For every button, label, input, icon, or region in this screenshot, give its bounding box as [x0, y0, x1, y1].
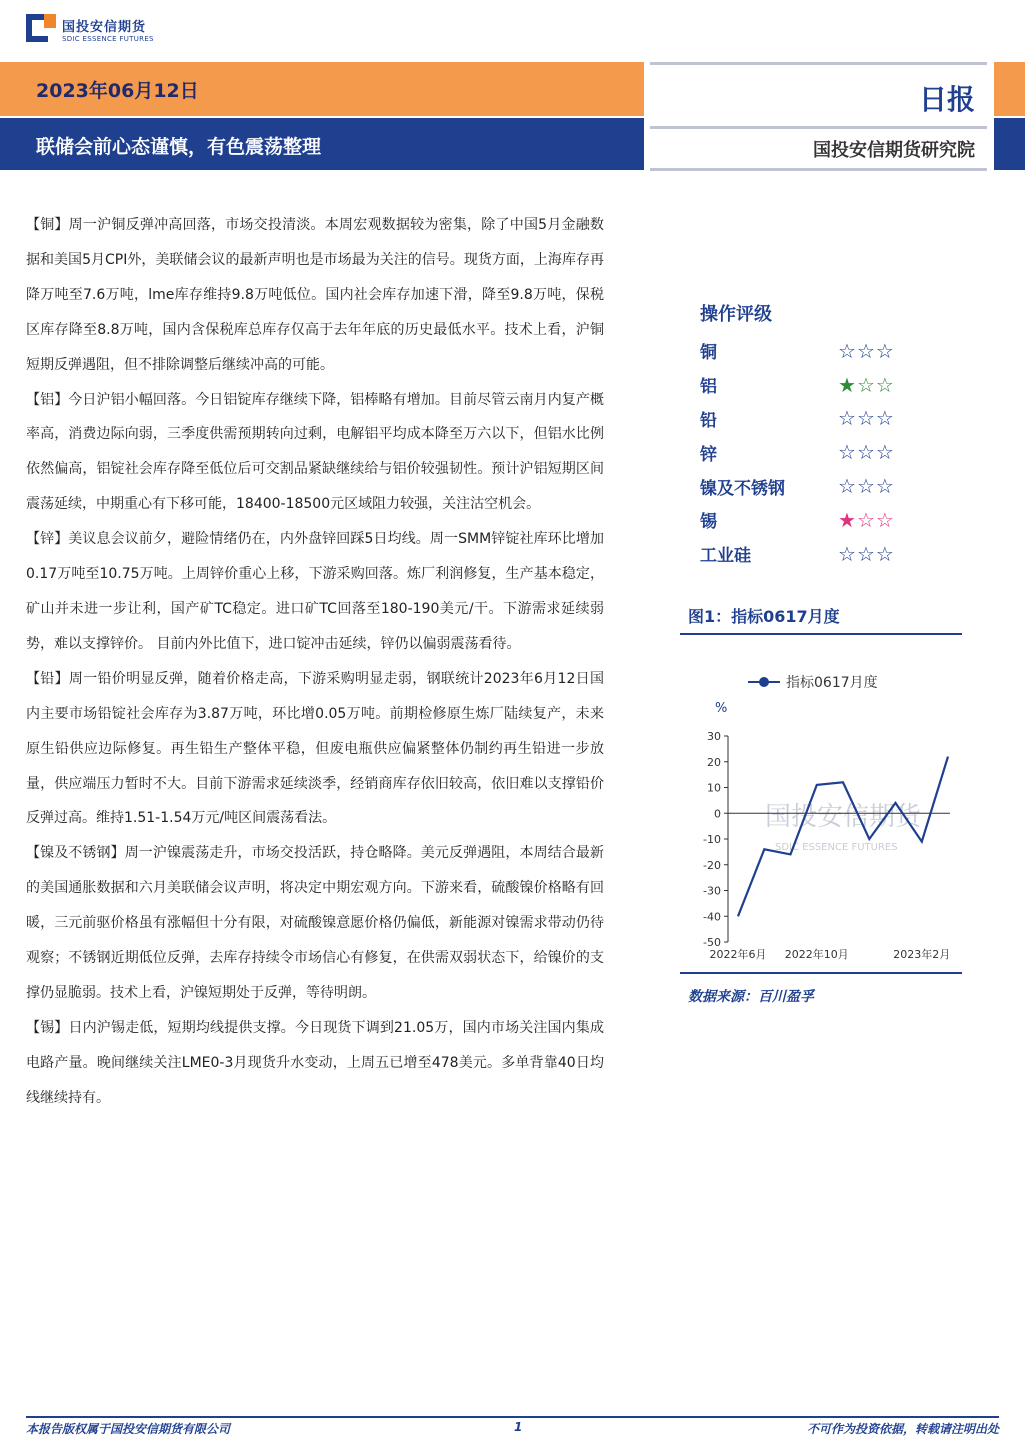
figure-title: 图1：指标0617月度 [688, 607, 840, 626]
star-empty-icon: ☆ [838, 338, 857, 363]
paragraph-lead: 【铅】周一铅价明显反弹，随着价格走高，下游采购明显走弱，钢联统计2023年6月12日国内主要市场铅锭社会库存为3.87万吨，环比增0.05万吨。前期检修原生炼厂陆续复产，未来原生铅供应边际修复。再生铅生产整体平稳，但废电瓶供应偏紧整体仍制约再生铅进一步放量，供应端压力暂时不大。目前下游需求延续淡季，经销商库存依旧较高，依旧难以支撑铅价反弹过高。维持1.51-1.54万元/吨区间震荡看法。 [26, 670, 604, 827]
report-date: 2023年06月12日 [36, 80, 199, 102]
star-rating [838, 541, 895, 566]
y-tick-label: 20 [707, 755, 721, 769]
chart-watermark-en: SDIC ESSENCE FUTURES [775, 842, 898, 853]
institute-name: 国投安信期货研究院 [813, 140, 975, 161]
star-empty-icon: ☆ [875, 474, 895, 499]
paragraph-copper: 【铜】周一沪铜反弹冲高回落，市场交投清淡。本周宏观数据较为密集，除了中国5月金融数据和美国5月CPI外，美联储会议的最新声明也是市场最为关注的信号。现货方面，上海库存再降万吨至7.6万吨，lme库存维持9.8万吨低位。国内社会库存加速下滑，降至9.8万吨，保税区库存降至8.8万吨，国内含保税库总库存仅高于去年年底的历史最低水平。技术上看，沪铜短期反弹遇阻，但不排除调整后继续冲高的可能。 [26, 217, 604, 373]
rating-title: 操作评级 [700, 304, 772, 325]
star-empty-icon: ☆ [838, 474, 857, 499]
paragraph-nickel: 【镍及不锈钢】周一沪镍震荡走升，市场交投活跃，持仓略降。美元反弹遇阻，本周结合最新的美国通胀数据和六月美联储会议声明，将决定中期宏观方向。下游来看，硫酸镍价格略有回暖，三元前驱价格虽有涨幅但十分有限，对硫酸镍意愿价格仍偏低，新能源对镍需求带动仍待观察；不锈钢近期低位反弹，去库存持续令市场信心有修复，在供需双弱状态下，给镍价的支撑仍显脆弱。技术上看，沪镍短期处于反弹，等待明朗。 [26, 845, 604, 1001]
rating-row [700, 503, 930, 537]
x-tick-label: 2023年2月 [893, 948, 951, 961]
rating-metal-name: 铅 [700, 410, 717, 431]
y-tick-label: -50 [703, 936, 721, 949]
report-title: 联储会前心态谨慎，有色震荡整理 [36, 136, 322, 158]
rating-metal-name: 锡 [700, 512, 717, 533]
footer-disclaimer: 不可作为投资依据，转载请注明出处 [806, 1422, 999, 1436]
star-empty-icon: ☆ [838, 541, 857, 566]
star-empty-icon: ☆ [856, 440, 876, 465]
y-tick-label: -40 [703, 910, 721, 924]
figure-bottom-rule [680, 972, 962, 974]
star-empty-icon: ☆ [856, 474, 876, 499]
rating-metal-name: 铝 [700, 377, 717, 398]
star-empty-icon: ☆ [875, 372, 895, 397]
star-empty-icon: ☆ [856, 541, 876, 566]
rating-metal-name: 铜 [700, 343, 717, 364]
legend-label: 指标0617月度 [786, 675, 878, 691]
y-tick-label: -20 [703, 858, 721, 872]
star-rating [838, 440, 895, 465]
star-empty-icon: ☆ [875, 406, 895, 431]
rating-row [700, 368, 930, 402]
divider [650, 126, 987, 129]
rating-row [700, 435, 930, 469]
y-tick-label: 30 [707, 730, 721, 743]
logo-icon [26, 14, 56, 44]
rating-row [700, 469, 930, 503]
star-empty-icon: ☆ [856, 507, 876, 532]
right-orange-block [994, 62, 1025, 116]
paragraph-aluminum: 【铝】今日沪铝小幅回落。今日铝锭库存继续下降，铝棒略有增加。目前尽管云南月内复产概率高，消费边际向弱，三季度供需预期转向过剩，电解铝平均成本降至万六以下，但铝水比例依然偏高，铝锭社会库存降至低位后可交割品紧缺继续给与铝价较强韧性。预计沪铝短期区间震荡延续，中期重心有下移可能，18400-18500元区域阻力较强，关注沽空机会。 [26, 391, 604, 513]
y-tick-label: 10 [707, 781, 721, 795]
star-filled-icon: ★ [838, 507, 857, 532]
right-blue-block [994, 118, 1025, 170]
data-source: 数据来源：百川盈孚 [688, 989, 814, 1005]
paragraph-tin: 【锡】日内沪锡走低，短期均线提供支撑。今日现货下调到21.05万，国内市场关注国内集成电路产量。晚间继续关注LME0-3月现货升水变动，上周五已增至478美元。多单背靠40日均线继续持有。 [26, 1019, 604, 1106]
figure-top-rule [680, 633, 962, 635]
series-line [738, 757, 948, 917]
star-empty-icon: ☆ [875, 440, 895, 465]
rating-metal-name: 工业硅 [700, 546, 751, 567]
line-chart [680, 660, 970, 970]
y-tick-label: 0 [714, 807, 721, 821]
chart-watermark: 国投安信期货 [765, 802, 922, 832]
x-tick-label: 2022年10月 [784, 948, 849, 961]
y-tick-label: -10 [703, 833, 721, 846]
y-unit-label: % [715, 701, 728, 716]
star-empty-icon: ☆ [856, 338, 876, 363]
y-tick-label: -30 [703, 884, 721, 898]
logo-en-text: SDIC ESSENCE FUTURES [62, 34, 154, 43]
star-empty-icon: ☆ [875, 507, 895, 532]
report-body [26, 208, 604, 1116]
rating-metal-name: 锌 [700, 444, 717, 465]
star-rating [838, 338, 895, 363]
star-rating [838, 372, 895, 397]
divider [650, 168, 987, 171]
rating-row [700, 537, 930, 571]
star-empty-icon: ☆ [875, 541, 895, 566]
x-tick-label: 2022年6月 [709, 948, 767, 961]
star-empty-icon: ☆ [856, 406, 876, 431]
company-logo [26, 14, 154, 44]
operation-rating [700, 300, 930, 571]
paragraph-zinc: 【锌】美议息会议前夕，避险情绪仍在，内外盘锌回踩5日均线。周一SMM锌锭社库环比增加0.17万吨至10.75万吨。上周锌价重心上移，下游采购回落。炼厂利润修复，生产基本稳定，矿山并未进一步让利，国产矿TC稳定。进口矿TC回落至180-190美元/干。下游需求延续弱势，难以支撑锌价。 目前内外比值下，进口锭冲击延续，锌仍以偏弱震荡看待。 [26, 531, 604, 652]
chart-svg [680, 660, 970, 970]
star-empty-icon: ☆ [856, 372, 876, 397]
footer-rule [26, 1416, 999, 1418]
star-empty-icon: ☆ [838, 440, 857, 465]
rating-row [700, 334, 930, 368]
page-number: 1 [514, 1420, 523, 1434]
star-rating [838, 474, 895, 499]
rating-metal-name: 镍及不锈钢 [700, 478, 785, 499]
logo-cn-text: 国投安信期货 [62, 19, 147, 35]
star-rating [838, 507, 895, 532]
footer-copyright: 本报告版权属于国投安信期货有限公司 [26, 1422, 231, 1436]
report-type: 日报 [918, 83, 975, 116]
star-empty-icon: ☆ [875, 338, 895, 363]
star-rating [838, 406, 895, 431]
star-empty-icon: ☆ [838, 406, 857, 431]
divider [650, 62, 987, 65]
rating-row [700, 402, 930, 436]
star-filled-icon: ★ [838, 372, 857, 397]
legend-marker [759, 677, 769, 687]
